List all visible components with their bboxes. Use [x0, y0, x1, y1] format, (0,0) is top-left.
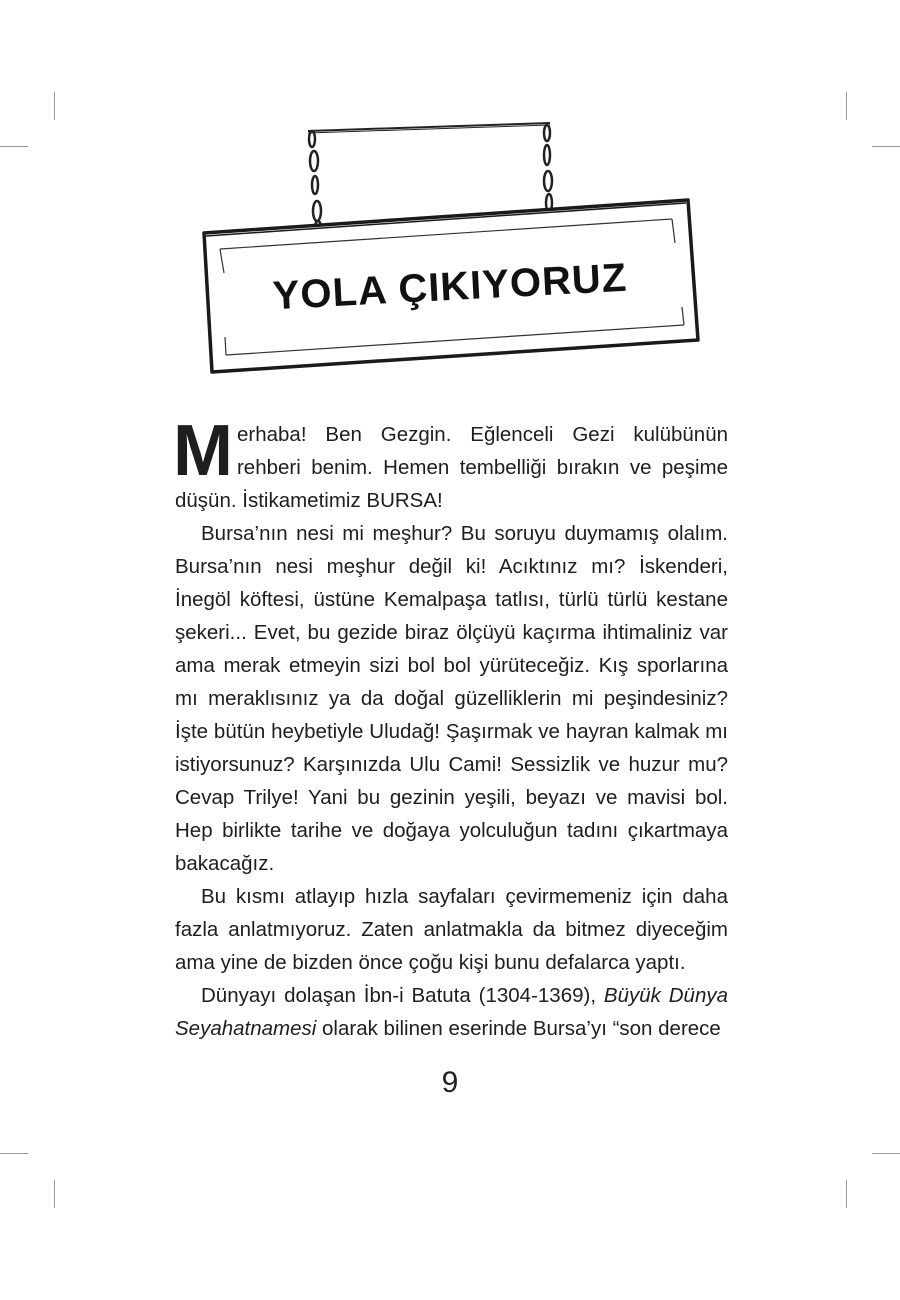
crop-mark — [872, 1153, 900, 1154]
page-number: 9 — [441, 1066, 459, 1099]
hanging-sign-icon — [190, 115, 710, 385]
paragraph: Bu kısmı atlayıp hızla sayfaları çevirmemeniz için daha fazla anlatmıyoruz. Zaten anlatmakla da bitmez diyeceğim ama yine de bizden önce çoğu kişi bunu defalarca yaptı. — [175, 885, 728, 974]
paragraph-text: erhaba! Ben Gezgin. Eğlenceli Gezi kulübünün rehberi benim. Hemen tembelliği bırakın ve peşime düşün. İstikametimiz BURSA! — [175, 423, 728, 512]
paragraph — [175, 979, 728, 1045]
crop-mark — [872, 146, 900, 147]
paragraph — [173, 411, 728, 517]
paragraph-text: olarak bilinen eserinde Bursa’yı “son derece — [316, 1017, 721, 1040]
crop-mark — [0, 1153, 28, 1154]
chapter-title: YOLA ÇIKIYORUZ — [271, 255, 629, 319]
crop-mark — [846, 92, 847, 120]
crop-mark — [846, 1180, 847, 1208]
book-title: Büyük Dünya Seyahatnamesi — [175, 984, 728, 1040]
crop-mark — [54, 92, 55, 120]
drop-cap: M — [173, 411, 233, 491]
crop-mark — [0, 146, 28, 147]
paragraph-text: Dünyayı dolaşan İbn-i Batuta (1304-1369), — [201, 984, 604, 1007]
paragraph: Bursa’nın nesi mi meşhur? Bu soruyu duymamış olalım. Bursa’nın nesi meşhur değil ki! Acıktınız mı? İskenderi, İnegöl köftesi, üstüne Kemalpaşa tatlısı, türlü türlü kestane şekeri... Evet, bu gezide biraz ölçüyü kaçırma ihtimaliniz var ama merak etmeyin sizi bol bol yürüteceğiz. Kış sporlarına mı meraklısınız ya da doğal güzelliklerin mi peşindesiniz? İşte bütün heybetiyle Uludağ! Şaşırmak ve hayran kalmak mı istiyorsunuz? Karşınızda Ulu Cami! Sessizlik ve huzur mu? Cevap Trilye! Yani bu gezinin yeşili, beyazı ve mavisi bol. Hep birlikte tarihe ve doğaya yolculuğun tadını çıkartmaya bakacağız. — [175, 522, 728, 875]
crop-mark — [54, 1180, 55, 1208]
body-text — [173, 411, 728, 1045]
chapter-sign — [190, 115, 710, 390]
